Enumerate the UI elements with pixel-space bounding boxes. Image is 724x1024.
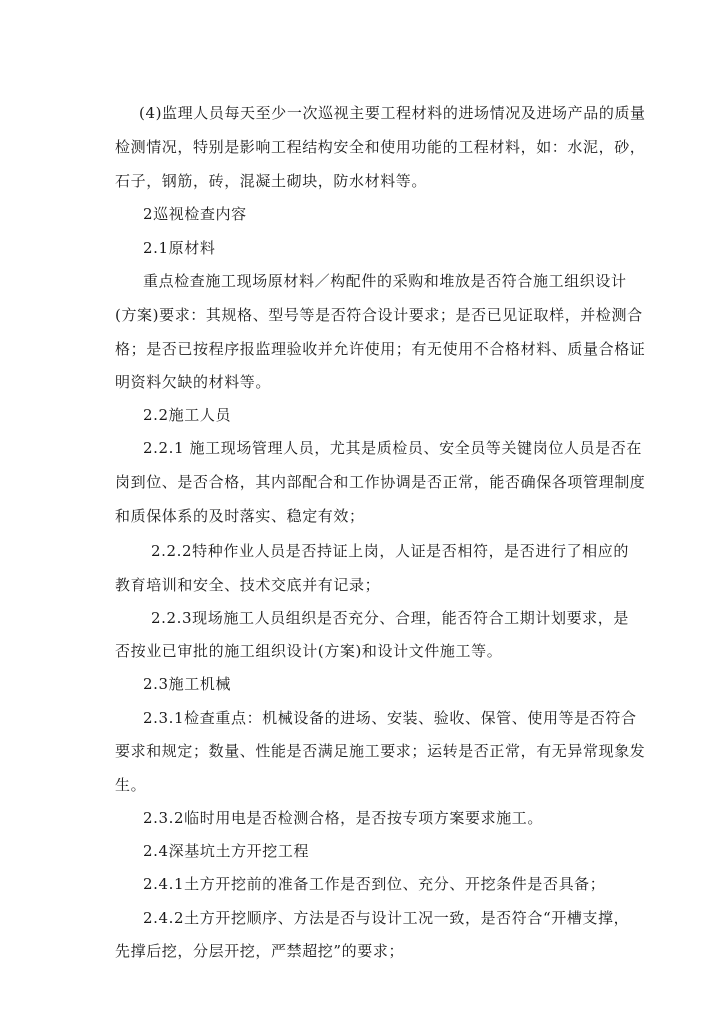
paragraph-line: 2.4.2土方开挖顺序、方法是否与设计工况一致，是否符合“开槽支撑， (143, 909, 630, 927)
paragraph-line: 2.3.1检查重点：机械设备的进场、安装、验收、保管、使用等是否符合 (143, 709, 637, 727)
paragraph-line: 格；是否已按程序报监理验收并允许使用；有无使用不合格材料、质量合格证 (115, 340, 646, 358)
paragraph-line: 要求和规定；数量、性能是否满足施工要求；运转是否正常，有无异常现象发 (115, 742, 646, 760)
paragraph-line: 和质保体系的及时落实、稳定有效； (115, 507, 365, 525)
paragraph-line: 生。 (115, 776, 147, 794)
section-heading: 2.4深基坑土方开挖工程 (143, 842, 310, 860)
paragraph-line: 2.3.2临时用电是否检测合格，是否按专项方案要求施工。 (143, 809, 543, 827)
paragraph-line: 重点检查施工现场原材料／构配件的采购和堆放是否符合施工组织设计 (143, 272, 627, 290)
section-heading: 2.1原材料 (143, 239, 216, 257)
paragraph-line: 2.4.1土方开挖前的准备工作是否到位、充分、开挖条件是否具备； (143, 875, 606, 893)
paragraph-line: (4)监理人员每天至少一次巡视主要工程材料的进场情况及进场产品的质量 (139, 104, 646, 122)
paragraph-line: (方案)要求：其规格、型号等是否符合设计要求；是否已见证取样，并检测合 (115, 306, 643, 324)
paragraph-line: 先撑后挖，分层开挖，严禁超挖”的要求； (115, 942, 405, 960)
paragraph-line: 岗到位、是否合格，其内部配合和工作协调是否正常，能否确保各项管理制度 (115, 473, 646, 491)
paragraph-line: 2.2.2特种作业人员是否持证上岗，人证是否相符，是否进行了相应的 (151, 542, 629, 560)
paragraph-line: 检测情况，特别是影响工程结构安全和使用功能的工程材料，如：水泥，砂， (115, 138, 646, 156)
paragraph-line: 明资料欠缺的材料等。 (115, 373, 272, 391)
paragraph-line: 教育培训和安全、技术交底并有记录； (115, 576, 381, 594)
paragraph-line: 2.2.1 施工现场管理人员，尤其是质检员、安全员等关键岗位人员是否在 (143, 439, 642, 457)
section-heading: 2巡视检查内容 (143, 205, 247, 223)
paragraph-line: 石子，钢筋，砖，混凝土砌块，防水材料等。 (115, 172, 428, 190)
paragraph-line: 否按业已审批的施工组织设计(方案)和设计文件施工等。 (115, 642, 503, 660)
paragraph-line: 2.2.3现场施工人员组织是否充分、合理，能否符合工期计划要求，是 (151, 609, 629, 627)
section-heading: 2.3施工机械 (143, 675, 232, 693)
section-heading: 2.2施工人员 (143, 406, 232, 424)
